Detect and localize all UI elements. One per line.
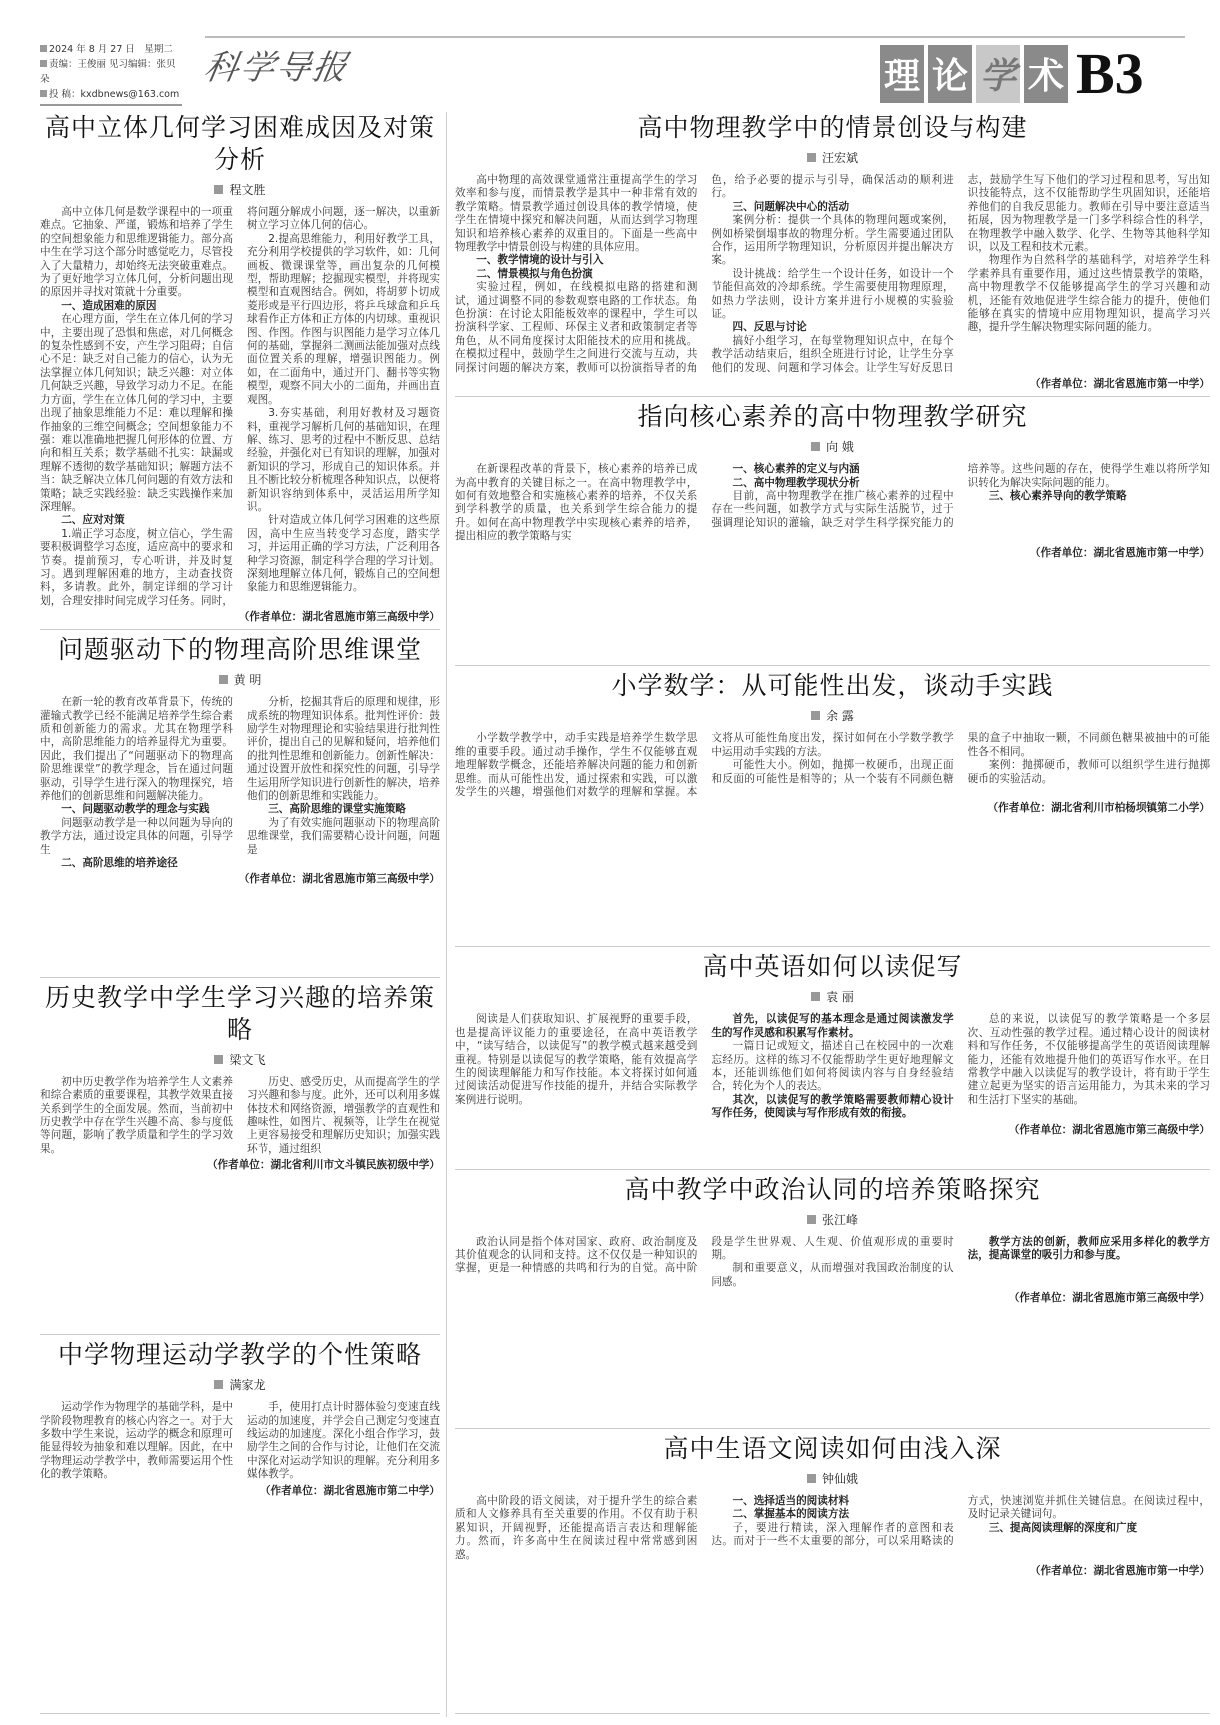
- article: [455, 670, 1210, 947]
- section-heading: 三、核心素养导向的教学策略: [988, 489, 1127, 502]
- paragraph: 初中历史教学作为培养学生人文素养和综合素质的重要课程，其教学效果直接关系到学生的全面发展。然而，当前初中历史教学中存在学生兴趣不高、参与度低等问题，影响了教学质量和学生的学习效果。: [40, 1075, 233, 1155]
- article-body: [455, 174, 1210, 375]
- section-heading: 其次，以读促写的教学策略需要教师精心设计写作任务，使阅读与写作形成有效的衔接。: [711, 1093, 954, 1120]
- article-byline: [455, 708, 1210, 724]
- author-name: 张江峰: [821, 1212, 858, 1227]
- section-heading: 一、造成困难的原因: [61, 299, 157, 312]
- section-heading: 一、问题驱动教学的理念与实践: [61, 803, 210, 816]
- paragraph: 一篇日记或短文，描述自己在校园中的一次难忘经历。这样的练习不仅能帮助学生更好地理解文本，还能训练他们如何将阅读内容与自身经验结合，转化为个人的表达。: [711, 1040, 954, 1093]
- author-affiliation: （作者单位：湖北省恩施市第三高级中学）: [238, 873, 440, 886]
- author-name: 黄 明: [233, 673, 262, 688]
- section-heading: 二、应对对策: [61, 514, 125, 527]
- paragraph: 在新课程改革的背景下，核心素养的培养已成为高中教育的关键目标之一。在高中物理教学中，如何有效地整合和实施核心素养的培养，不仅关系到学科教学的质量，也关系到学生综合能力的提升。如何在高中物理教学中实现核心素养的培养，提出相应的教学策略与实: [455, 463, 698, 543]
- article-title: 高中生语文阅读如何由浅入深: [663, 1434, 1002, 1464]
- paragraph: 目前，高中物理教学在推广核心素养的过程中存在一些问题，如教学方式与实际生活脱节，过于强调理论知识的灌输，缺乏对学生科学探究能力的培养等。这些问题的存在，使得学生难以将所学知识转化为解决实际问题的能力。: [711, 463, 1210, 529]
- article-divider: [455, 665, 1210, 666]
- author-affiliation: （作者单位：湖北省恩施市第二中学）: [259, 1484, 440, 1497]
- section-heading: 三、问题解决中心的活动: [732, 200, 850, 213]
- article-byline: [455, 1212, 1210, 1228]
- paragraph: 实验过程，例如，在线模拟电路的搭建和测试，通过调整不同的参数观察电路的工作状态。角色扮演：在讨论太阳能板效率的课程中，学生可以扮演科学家、工程师、环保主义者和政策制定者等角色，从不同角度探讨太阳能技术的应用和挑战。在模拟过程中，鼓励学生之间进行交流与互动，共同探讨问题的解决方案，教师可以扮演指导者的角色，给予必要的提示与引导，确保活动的顺利进行。: [455, 174, 954, 374]
- article: [40, 112, 440, 630]
- article-byline: [455, 150, 1210, 166]
- article: [40, 1339, 440, 1714]
- paragraph: 1.端正学习态度，树立信心，学生需要积极调整学习态度，适应高中的要求和节奏。提前预习，专心听讲，并及时复习。遇到理解困难的地方，主动查找资料，多请教。此外，制定详细的学习计划，合理安排时间完成学习任务。同时，将问题分解成小问题，逐一解决，以重新树立学习立体几何的信心。: [40, 206, 440, 607]
- article-divider: [40, 977, 440, 978]
- section-heading: 二、掌握基本的阅读方法: [732, 1508, 850, 1521]
- article-divider: [40, 1713, 440, 1714]
- column-divider: [446, 112, 447, 1717]
- article-body: [40, 206, 440, 608]
- paragraph: 高中物理的高效课堂通常注重提高学生的学习效率和参与度，而情景教学是其中一种非常有效的教学策略。情景教学通过创设具体的教学情境，使学生在情境中探究和解决问题，从而达到学习物理知识和培养核心素养的双重目的。下面是一些高中物理教学中情景创设与构建的具体应用。: [455, 174, 698, 254]
- article-divider: [40, 629, 440, 630]
- author-affiliation: （作者单位：湖北省恩施市第一中学）: [1029, 546, 1210, 559]
- byline-square-icon: [807, 1215, 816, 1224]
- section-heading: 三、高阶思维的课堂实施策略: [268, 803, 406, 816]
- byline-square-icon: [807, 1474, 816, 1483]
- paragraph: 在新一轮的教育改革背景下，传统的灌输式教学已经不能满足培养学生综合素质和创新能力的需求。尤其在物理学科中，高阶思维能力的培养显得尤为重要。因此，我们提出了“问题驱动下的物理高阶思维课堂”的教学理念，旨在通过问题驱动，引导学生进行深入的物理探究，培养他们的创新思维和问题解决能力。: [40, 696, 233, 803]
- author-name: 钟仙娥: [821, 1472, 858, 1487]
- editors: 责编：王俊丽 见习编辑：张贝朵: [40, 59, 176, 85]
- article-byline: [455, 1471, 1210, 1487]
- section-heading: 一、教学情境的设计与引入: [476, 254, 604, 267]
- submission-email: 投 稿：kxdbnews@163.com: [40, 87, 182, 102]
- article-byline: [455, 439, 1210, 455]
- byline-square-icon: [807, 153, 816, 162]
- author-name: 袁 丽: [826, 990, 854, 1005]
- article-body: [455, 463, 1210, 543]
- paragraph: 小学数学教学中，动手实践是培养学生数学思维的重要手段。通过动手操作，学生不仅能够直观地理解数学概念，还能培养解决问题的能力和创新思维。而从可能性出发，通过探索和实践，可以激发学生的兴趣，增强他们对数学的理解和掌握。本文将从可能性角度出发，探讨如何在小学数学教学中运用动手实践的方法。: [455, 732, 954, 798]
- byline-square-icon: [214, 1055, 223, 1064]
- article: [455, 951, 1210, 1169]
- section-char: 术: [1024, 45, 1068, 103]
- author-name: 向 娥: [826, 440, 854, 455]
- article-divider: [455, 1169, 1210, 1170]
- article-title: 指向核心素养的高中物理教学研究: [637, 402, 1028, 432]
- paragraph: 物理作为自然科学的基础科学，对培养学生科学素养具有重要作用，通过这些情景教学的策略，高中物理教学不仅能够提高学生的学习兴趣和动机，还能有效地促进学生综合能力的提升，使他们能够在真实的情境中应用物理知识，提高学习兴趣，提升学生解决物理实际问题的能力。: [967, 254, 1210, 334]
- section-char: 理: [880, 45, 924, 103]
- article-title: 历史教学中学生学习兴趣的培养策略: [44, 982, 435, 1044]
- article-title: 小学数学：从可能性出发，谈动手实践: [611, 671, 1054, 701]
- issue-date: 2024 年 8 月 27 日 星期二: [40, 42, 182, 57]
- article: [455, 1433, 1210, 1714]
- byline-square-icon: [811, 442, 820, 451]
- paragraph: 历史、感受历史，从而提高学生的学习兴趣和参与度。此外，还可以利用多媒体技术和网络资源，增强教学的直观性和趣味性，如图片、视频等，让学生在视觉上更容易接受和理解历史知识；加强实践环节，通过组织: [247, 1075, 440, 1155]
- paragraph: 可能性大小。例如，抛掷一枚硬币，出现正面和反面的可能性是相等的；从一个装有不同颜色糖果的盒子中抽取一颗，不同颜色糖果被抽中的可能性各不相同。: [711, 732, 1210, 785]
- article-byline: [40, 1377, 440, 1393]
- article-title: 问题驱动下的物理高阶思维课堂: [57, 635, 422, 665]
- author-affiliation: （作者单位：湖北省恩施市第三高级中学）: [1008, 1292, 1210, 1305]
- section-heading: 二、情景模拟与角色扮演: [476, 267, 593, 280]
- paragraph: 问题驱动教学是一种以问题为导向的教学方法，通过设定具体的问题，引导学生: [40, 816, 233, 856]
- article: [455, 401, 1210, 666]
- article-divider: [455, 396, 1210, 397]
- author-affiliation: （作者单位：湖北省恩施市第一中学）: [1029, 378, 1210, 391]
- author-name: 梁文飞: [229, 1052, 266, 1067]
- author-affiliation: （作者单位：湖北省利川市柏杨坝镇第二小学）: [987, 802, 1210, 815]
- section-heading: 一、核心素养的定义与内涵: [732, 463, 860, 476]
- article-body: [40, 1076, 440, 1156]
- newspaper-logo: 科学导报: [200, 48, 352, 88]
- masthead-rule: [205, 36, 1185, 38]
- section-banner: [880, 40, 1144, 107]
- byline-square-icon: [219, 675, 228, 684]
- paragraph: 手，使用打点计时器体验匀变速直线运动的加速度，并学会自己测定匀变速直线运动的加速度。深化小组合作学习，鼓励学生之间的合作与讨论，让他们在交流中深化对运动学知识的理解。充分利用多媒体教学。: [247, 1401, 440, 1481]
- article-body: [40, 696, 440, 870]
- paragraph: 搞好小组学习，在每堂物理知识点中，在每个教学活动结束后，组织全班进行讨论，让学生分享他们的发现、问题和学习体会。让学生写好反思日志，鼓励学生写下他们的学习过程和思考，写出知识技能特点，这不仅能帮助学生巩固知识，还能培养他们的自我反思能力。教师在引导中要注意适当拓展，因为物理教学是一门多学科综合性的科学，在物理教学中融入数学、化学、生物等其他科学知识，以及工程和技术元素。: [711, 174, 1210, 374]
- paragraph: 2.提高思维能力，利用好教学工具，充分利用学校提供的学习软件，如：几何画板、微课课堂等，画出复杂的几何模型，帮助理解；挖掘现实模型，并将现实模型和直观图结合。例如，将胡萝卜切成菱形或是平行四边形，将乒乓球盒和乒乓球看作正方体和正方体的内切球。重视识图、作图。作图与识图能力是学习立体几何的基础，掌握斜二测画法能加强对点线面位置关系的理解，增强识图能力。例如，在二面角中，通过开门、翻书等实物模型，观察不同大小的二面角，并画出直观图。: [247, 232, 440, 406]
- article-divider: [40, 1334, 440, 1335]
- article-divider: [455, 1428, 1210, 1429]
- article-divider: [455, 946, 1210, 947]
- article-title: 高中立体几何学习困难成因及对策分析: [44, 113, 435, 174]
- author-affiliation: （作者单位：湖北省利川市文斗镇民族初级中学）: [206, 1159, 440, 1172]
- byline-square-icon: [811, 992, 820, 1001]
- section-heading: 三、提高阅读理解的深度和广度: [988, 1521, 1138, 1534]
- section-heading: 教学方法的创新，教师应采用多样化的教学方法，提高课堂的吸引力和参与度。: [967, 1235, 1210, 1261]
- author-name: 汪宏斌: [821, 151, 858, 165]
- article-title: 中学物理运动学教学的个性策略: [57, 1340, 422, 1370]
- author-name: 余 露: [826, 709, 854, 724]
- paragraph: 为了有效实施问题驱动下的物理高阶思维课堂，我们需要精心设计问题，问题是: [247, 816, 440, 856]
- section-char: 论: [928, 45, 972, 103]
- paragraph: 运动学作为物理学的基础学科，是中学阶段物理教育的核心内容之一。对于大多数中学生来说，运动学的概念和原理可能显得较为抽象和难以理解。因此，在中学物理运动学教学中，教师需要运用个性化的教学策略。: [40, 1401, 233, 1481]
- section-heading: 二、高阶思维的培养途径: [61, 857, 178, 870]
- author-name: 满家龙: [229, 1378, 266, 1393]
- masthead-info: [40, 42, 182, 106]
- byline-square-icon: [214, 1380, 223, 1389]
- author-affiliation: （作者单位：湖北省恩施市第三高级中学）: [238, 611, 440, 624]
- paragraph: 高中阶段的语文阅读，对于提升学生的综合素质和人文修养具有至关重要的作用。不仅有助于积累知识，开阔视野，还能提高语言表达和理解能力。然而，许多高中生在阅读过程中常常感到困惑。: [455, 1495, 698, 1561]
- author-affiliation: （作者单位：湖北省恩施市第一中学）: [1029, 1565, 1210, 1578]
- article-divider: [455, 1713, 1210, 1714]
- article-title: 高中教学中政治认同的培养策略探究: [624, 1174, 1041, 1204]
- section-heading: 四、反思与讨论: [732, 321, 807, 334]
- paragraph: 案例：抛掷硬币，教师可以组织学生进行抛掷硬币的实验活动。: [967, 759, 1210, 785]
- article-byline: [40, 672, 440, 688]
- page-number: B3: [1076, 41, 1144, 106]
- article: [40, 982, 440, 1335]
- section-char: 学: [976, 45, 1020, 103]
- article-byline: [40, 1052, 440, 1068]
- article-body: [455, 1236, 1210, 1290]
- paragraph: 在心理方面，学生在立体几何的学习中，主要出现了恐惧和焦虑，对几何概念的复杂性感到不安，产生学习阻碍；自信心不足：缺乏对自己能力的信心，认为无法掌握立体几何知识；缺乏兴趣：对立体几何缺乏兴趣，导致学习动力不足。在能力方面，学生在立体几何的学习中，主要出现了抽象思维能力不足：难以理解和操作抽象的三维空间概念；空间想象能力不强：难以准确地把握几何形体的位置、方向和相互关系；数学基础不扎实：缺漏或理解不透彻的数学基础知识；解题方法不当：缺乏解决立体几何问题的有效方法和策略；缺乏实践经验：缺乏实践操作来加深理解。: [40, 313, 233, 513]
- paragraph: 总的来说，以读促写的教学策略是一个多层次、互动性强的教学过程。通过精心设计的阅读材料和写作任务，不仅能够提高学生的英语阅读理解能力，还能有效地提升他们的英语写作水平。在日常教学中融入以读促写的教学设计，将有助于学生建立起更为坚实的语言运用能力，为其未来的学习和生活打下坚实的基础。: [967, 1013, 1210, 1106]
- byline-square-icon: [214, 185, 223, 194]
- paragraph: 制和重要意义，从而增强对我国政治制度的认同感。: [711, 1262, 954, 1288]
- paragraph: 设计挑战：给学生一个设计任务，如设计一个节能但高效的冷却系统。学生需要使用物理原理，如热力学法则，设计方案并进行小规模的实验验证。: [711, 267, 954, 321]
- paragraph: 分析，挖掘其背后的原理和规律，形成系统的物理知识体系。批判性评价：鼓励学生对物理理论和实验结果进行批判性评价，提出自己的见解和疑问，培养他们的批判性思维和创新能力。创新性解决：通过设置开放性和探究性的问题，引导学生运用所学知识进行创新性的解决，培养他们的创新思维和实践能力。: [247, 696, 440, 803]
- paragraph: 子，要进行精读，深入理解作者的意图和表达。而对于一些不太重要的部分，可以采用略读的方式，快速浏览并抓住关键信息。在阅读过程中，及时记录关键词句。: [711, 1495, 1210, 1548]
- paragraph: 政治认同是指个体对国家、政府、政治制度及其价值观念的认同和支持。这不仅仅是一种知识的掌握，更是一种情感的共鸣和行为的自觉。高中阶段是学生世界观、人生观、价值观形成的重要时期。: [455, 1235, 954, 1275]
- article-body: [40, 1401, 440, 1481]
- paragraph: 3.夯实基础，利用好教材及习题资料，重视学习解析几何的基础知识，在理解、练习、思考的过程中不断反思、总结经验，并强化对已有知识的理解，加强对新知识的学习，形成自己的知识体系。并且不断比较分析梳理各种知识点，以便将新知识容纳到体系中，灵活运用所学知识。: [247, 407, 440, 513]
- article: [455, 1174, 1210, 1429]
- article-title: 高中物理教学中的情景创设与构建: [637, 113, 1028, 142]
- article: [455, 112, 1210, 397]
- byline-square-icon: [811, 711, 820, 720]
- paragraph: 案例分析：提供一个具体的物理问题或案例，例如桥梁倒塌事故的物理分析。学生需要通过团队合作，运用所学物理知识，分析原因并提出解决方案。: [711, 214, 954, 267]
- section-heading: 二、高中物理教学现状分析: [732, 476, 860, 489]
- right-column: [455, 112, 1210, 1718]
- article-body: [455, 1495, 1210, 1562]
- article-byline: [455, 989, 1210, 1005]
- paragraph: 针对造成立体几何学习困难的这些原因，高中生应当转变学习态度，踏实学习，并运用正确的学习方法，广泛利用各种学习资源，制定科学合理的学习计划。深刻地理解立体几何，锻炼自己的空间想象能力和思维逻辑能力。: [247, 514, 440, 594]
- section-heading: 首先，以读促写的基本理念是通过阅读激发学生的写作灵感和积累写作素材。: [711, 1013, 954, 1039]
- paragraph: 阅读是人们获取知识、扩展视野的重要手段，也是提高评议能力的重要途径，在高中英语教学中，“读写结合，以读促写”的教学模式越来越受到重视。特别是以读促写的教学策略，能有效提高学生的阅读理解能力和写作技能。本文将探讨如何通过阅读活动促进写作技能的提升，并结合实际教学案例进行说明。: [455, 1013, 698, 1106]
- article-body: [455, 1013, 1210, 1120]
- article-byline: [40, 182, 440, 198]
- author-affiliation: （作者单位：湖北省恩施市第三高级中学）: [1008, 1123, 1210, 1136]
- author-name: 程文胜: [229, 183, 266, 197]
- article: [40, 634, 440, 978]
- article-body: [455, 732, 1210, 799]
- article-title: 高中英语如何以读促写: [702, 952, 963, 982]
- paragraph: 高中立体几何是数学课程中的一项重难点。它抽象、严谨，锻炼和培养了学生的空间想象能力和思维逻辑能力。部分高中生在学习这个部分时感觉吃力，尽管投入了大量精力，却始终无法突破重难点。为了更好地学习立体几何，分析问题出现的原因并寻找对策就十分重要。: [40, 206, 233, 299]
- left-column: [40, 112, 440, 1718]
- section-heading: 一、选择适当的阅读材料: [732, 1495, 850, 1508]
